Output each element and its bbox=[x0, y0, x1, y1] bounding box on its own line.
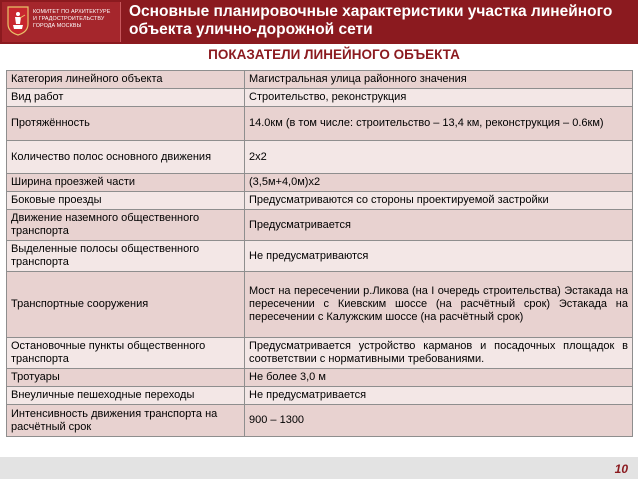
row-label: Боковые проезды bbox=[7, 192, 245, 210]
row-value: Предусматриваются со стороны проектируемой застройки bbox=[245, 192, 633, 210]
table-row bbox=[7, 192, 633, 210]
row-value: Не более 3,0 м bbox=[245, 369, 633, 387]
row-label: Остановочные пункты общественного транспорта bbox=[7, 338, 245, 369]
row-value: 900 – 1300 bbox=[245, 405, 633, 437]
header-bar bbox=[0, 0, 638, 44]
page-number: 10 bbox=[614, 462, 628, 476]
slide-title-line: Основные планировочные характеристики участка линейного bbox=[129, 3, 613, 20]
section-heading: ПОКАЗАТЕЛИ ЛИНЕЙНОГО ОБЪЕКТА bbox=[208, 47, 460, 62]
row-value: Предусматривается bbox=[245, 210, 633, 241]
table-row bbox=[7, 141, 633, 174]
table-row bbox=[7, 369, 633, 387]
table-row bbox=[7, 405, 633, 437]
organization-name bbox=[33, 9, 119, 30]
row-value: Не предусматривается bbox=[245, 387, 633, 405]
row-value: Строительство, реконструкция bbox=[245, 89, 633, 107]
properties-table bbox=[6, 70, 633, 437]
slide-title bbox=[129, 3, 629, 39]
table-row bbox=[7, 174, 633, 192]
organization-line: КОМИТЕТ ПО АРХИТЕКТУРЕ bbox=[33, 9, 111, 15]
row-value: 14.0км (в том числе: строительство – 13,4 км, реконструкция – 0.6км) bbox=[245, 107, 633, 141]
table-row bbox=[7, 89, 633, 107]
row-value: Не предусматриваются bbox=[245, 241, 633, 272]
table-row bbox=[7, 241, 633, 272]
row-label: Выделенные полосы общественного транспорта bbox=[7, 241, 245, 272]
row-label: Количество полос основного движения bbox=[7, 141, 245, 174]
row-value: (3,5м+4,0м)x2 bbox=[245, 174, 633, 192]
row-label: Тротуары bbox=[7, 369, 245, 387]
row-label: Интенсивность движения транспорта на расчётный срок bbox=[7, 405, 245, 437]
row-label: Протяжённость bbox=[7, 107, 245, 141]
logo-block bbox=[2, 2, 121, 42]
table-row bbox=[7, 210, 633, 241]
moscow-coat-of-arms-icon bbox=[7, 6, 29, 36]
row-label: Внеуличные пешеходные переходы bbox=[7, 387, 245, 405]
organization-line: И ГРАДОСТРОИТЕЛЬСТВУ bbox=[33, 16, 105, 22]
table-row bbox=[7, 272, 633, 338]
row-label: Вид работ bbox=[7, 89, 245, 107]
table-row bbox=[7, 71, 633, 89]
row-label: Движение наземного общественного транспорта bbox=[7, 210, 245, 241]
table-row bbox=[7, 387, 633, 405]
footer-bar bbox=[0, 457, 638, 479]
row-value: Предусматривается устройство карманов и посадочных площадок в соответствии с нормативными требованиями. bbox=[245, 338, 633, 369]
row-label: Транспортные сооружения bbox=[7, 272, 245, 338]
row-label: Категория линейного объекта bbox=[7, 71, 245, 89]
slide-title-line: объекта улично-дорожной сети bbox=[129, 21, 373, 38]
table-row bbox=[7, 338, 633, 369]
table-row bbox=[7, 107, 633, 141]
row-label: Ширина проезжей части bbox=[7, 174, 245, 192]
row-value: 2x2 bbox=[245, 141, 633, 174]
organization-line: ГОРОДА МОСКВЫ bbox=[33, 23, 82, 29]
row-value: Мост на пересечении р.Ликова (на I очередь строительства) Эстакада на пересечении с Киевским шоссе (на расчётный срок) Эстакада на пересечении с Калужским шоссе (на расчётный срок) bbox=[245, 272, 633, 338]
row-value: Магистральная улица районного значения bbox=[245, 71, 633, 89]
